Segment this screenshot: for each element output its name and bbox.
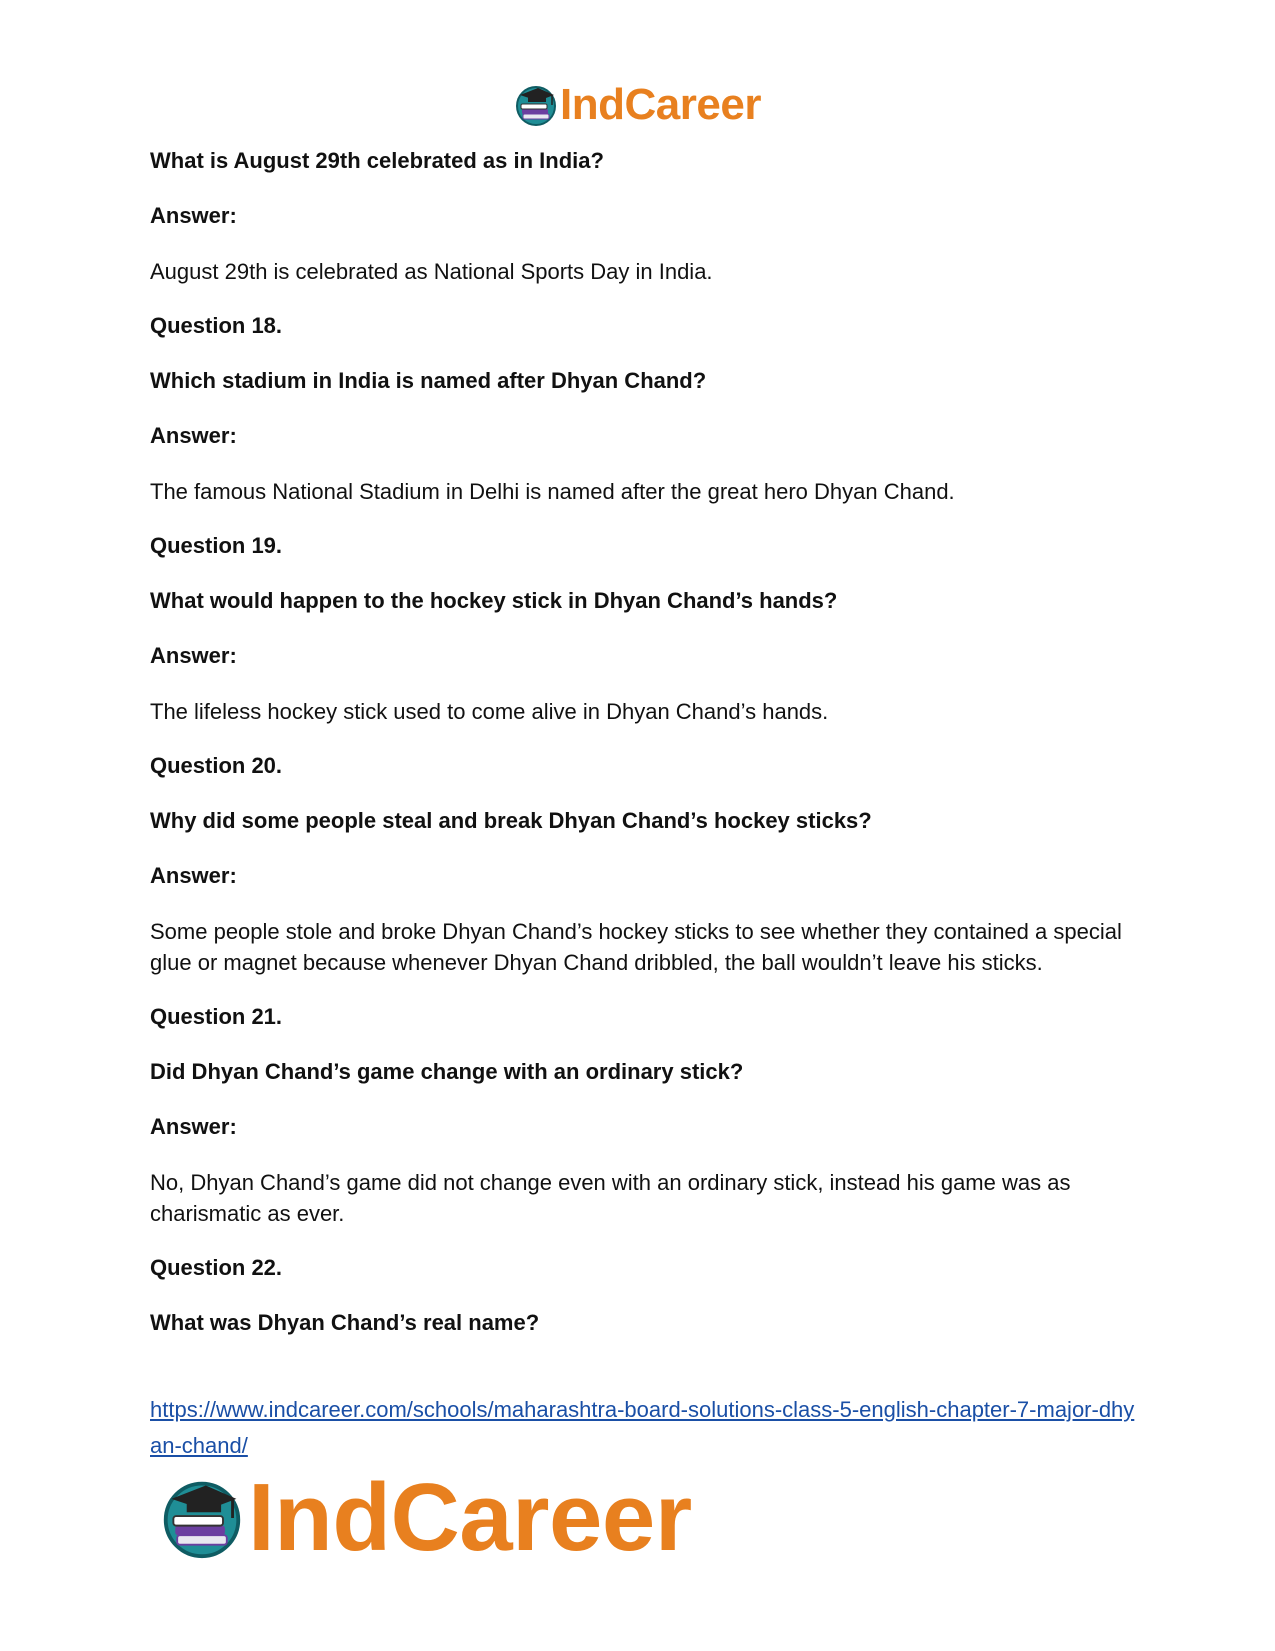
answer-label: Answer: (150, 863, 237, 888)
question-number: Question 19. (150, 533, 283, 558)
question-text: What is August 29th celebrated as in India? (150, 148, 604, 173)
question-text: Which stadium in India is named after Dhyan Chand? (150, 368, 707, 393)
logo-wordmark: IndCareer (560, 80, 761, 129)
question-number: Question 22. (150, 1255, 283, 1280)
answer-text: No, Dhyan Chand’s game did not change even with an ordinary stick, instead his game was as charismatic as ever. (150, 1170, 1071, 1226)
answer-label: Answer: (150, 423, 237, 448)
graduation-cap-books-globe-icon (514, 83, 558, 127)
graduation-cap-books-globe-icon (160, 1476, 244, 1560)
indcareer-logo-large (160, 1464, 692, 1571)
footer-logo (160, 1464, 692, 1571)
answer-text: The lifeless hockey stick used to come alive in Dhyan Chand’s hands. (150, 699, 829, 724)
answer-label: Answer: (150, 1114, 237, 1139)
question-number: Question 18. (150, 313, 283, 338)
header-logo (0, 80, 1275, 130)
answer-text: The famous National Stadium in Delhi is named after the great hero Dhyan Chand. (150, 479, 955, 504)
answer-label: Answer: (150, 643, 237, 668)
qa-content (150, 146, 1140, 1352)
question-text: Why did some people steal and break Dhyan Chand’s hockey sticks? (150, 808, 872, 833)
indcareer-logo (514, 80, 761, 129)
logo-wordmark: IndCareer (248, 1464, 692, 1571)
answer-label: Answer: (150, 203, 237, 228)
answer-text: August 29th is celebrated as National Sports Day in India. (150, 259, 713, 284)
question-text: What would happen to the hockey stick in Dhyan Chand’s hands? (150, 588, 838, 613)
question-number: Question 21. (150, 1004, 283, 1029)
question-number: Question 20. (150, 753, 283, 778)
answer-text: Some people stole and broke Dhyan Chand’s hockey sticks to see whether they contained a special glue or magnet because whenever Dhyan Chand dribbled, the ball wouldn’t leave his sticks. (150, 919, 1122, 975)
question-text: Did Dhyan Chand’s game change with an ordinary stick? (150, 1059, 744, 1084)
source-link[interactable]: https://www.indcareer.com/schools/maharashtra-board-solutions-class-5-english-chapter-7-major-dhyan-chand/ (150, 1397, 1135, 1458)
question-text: What was Dhyan Chand’s real name? (150, 1310, 540, 1335)
